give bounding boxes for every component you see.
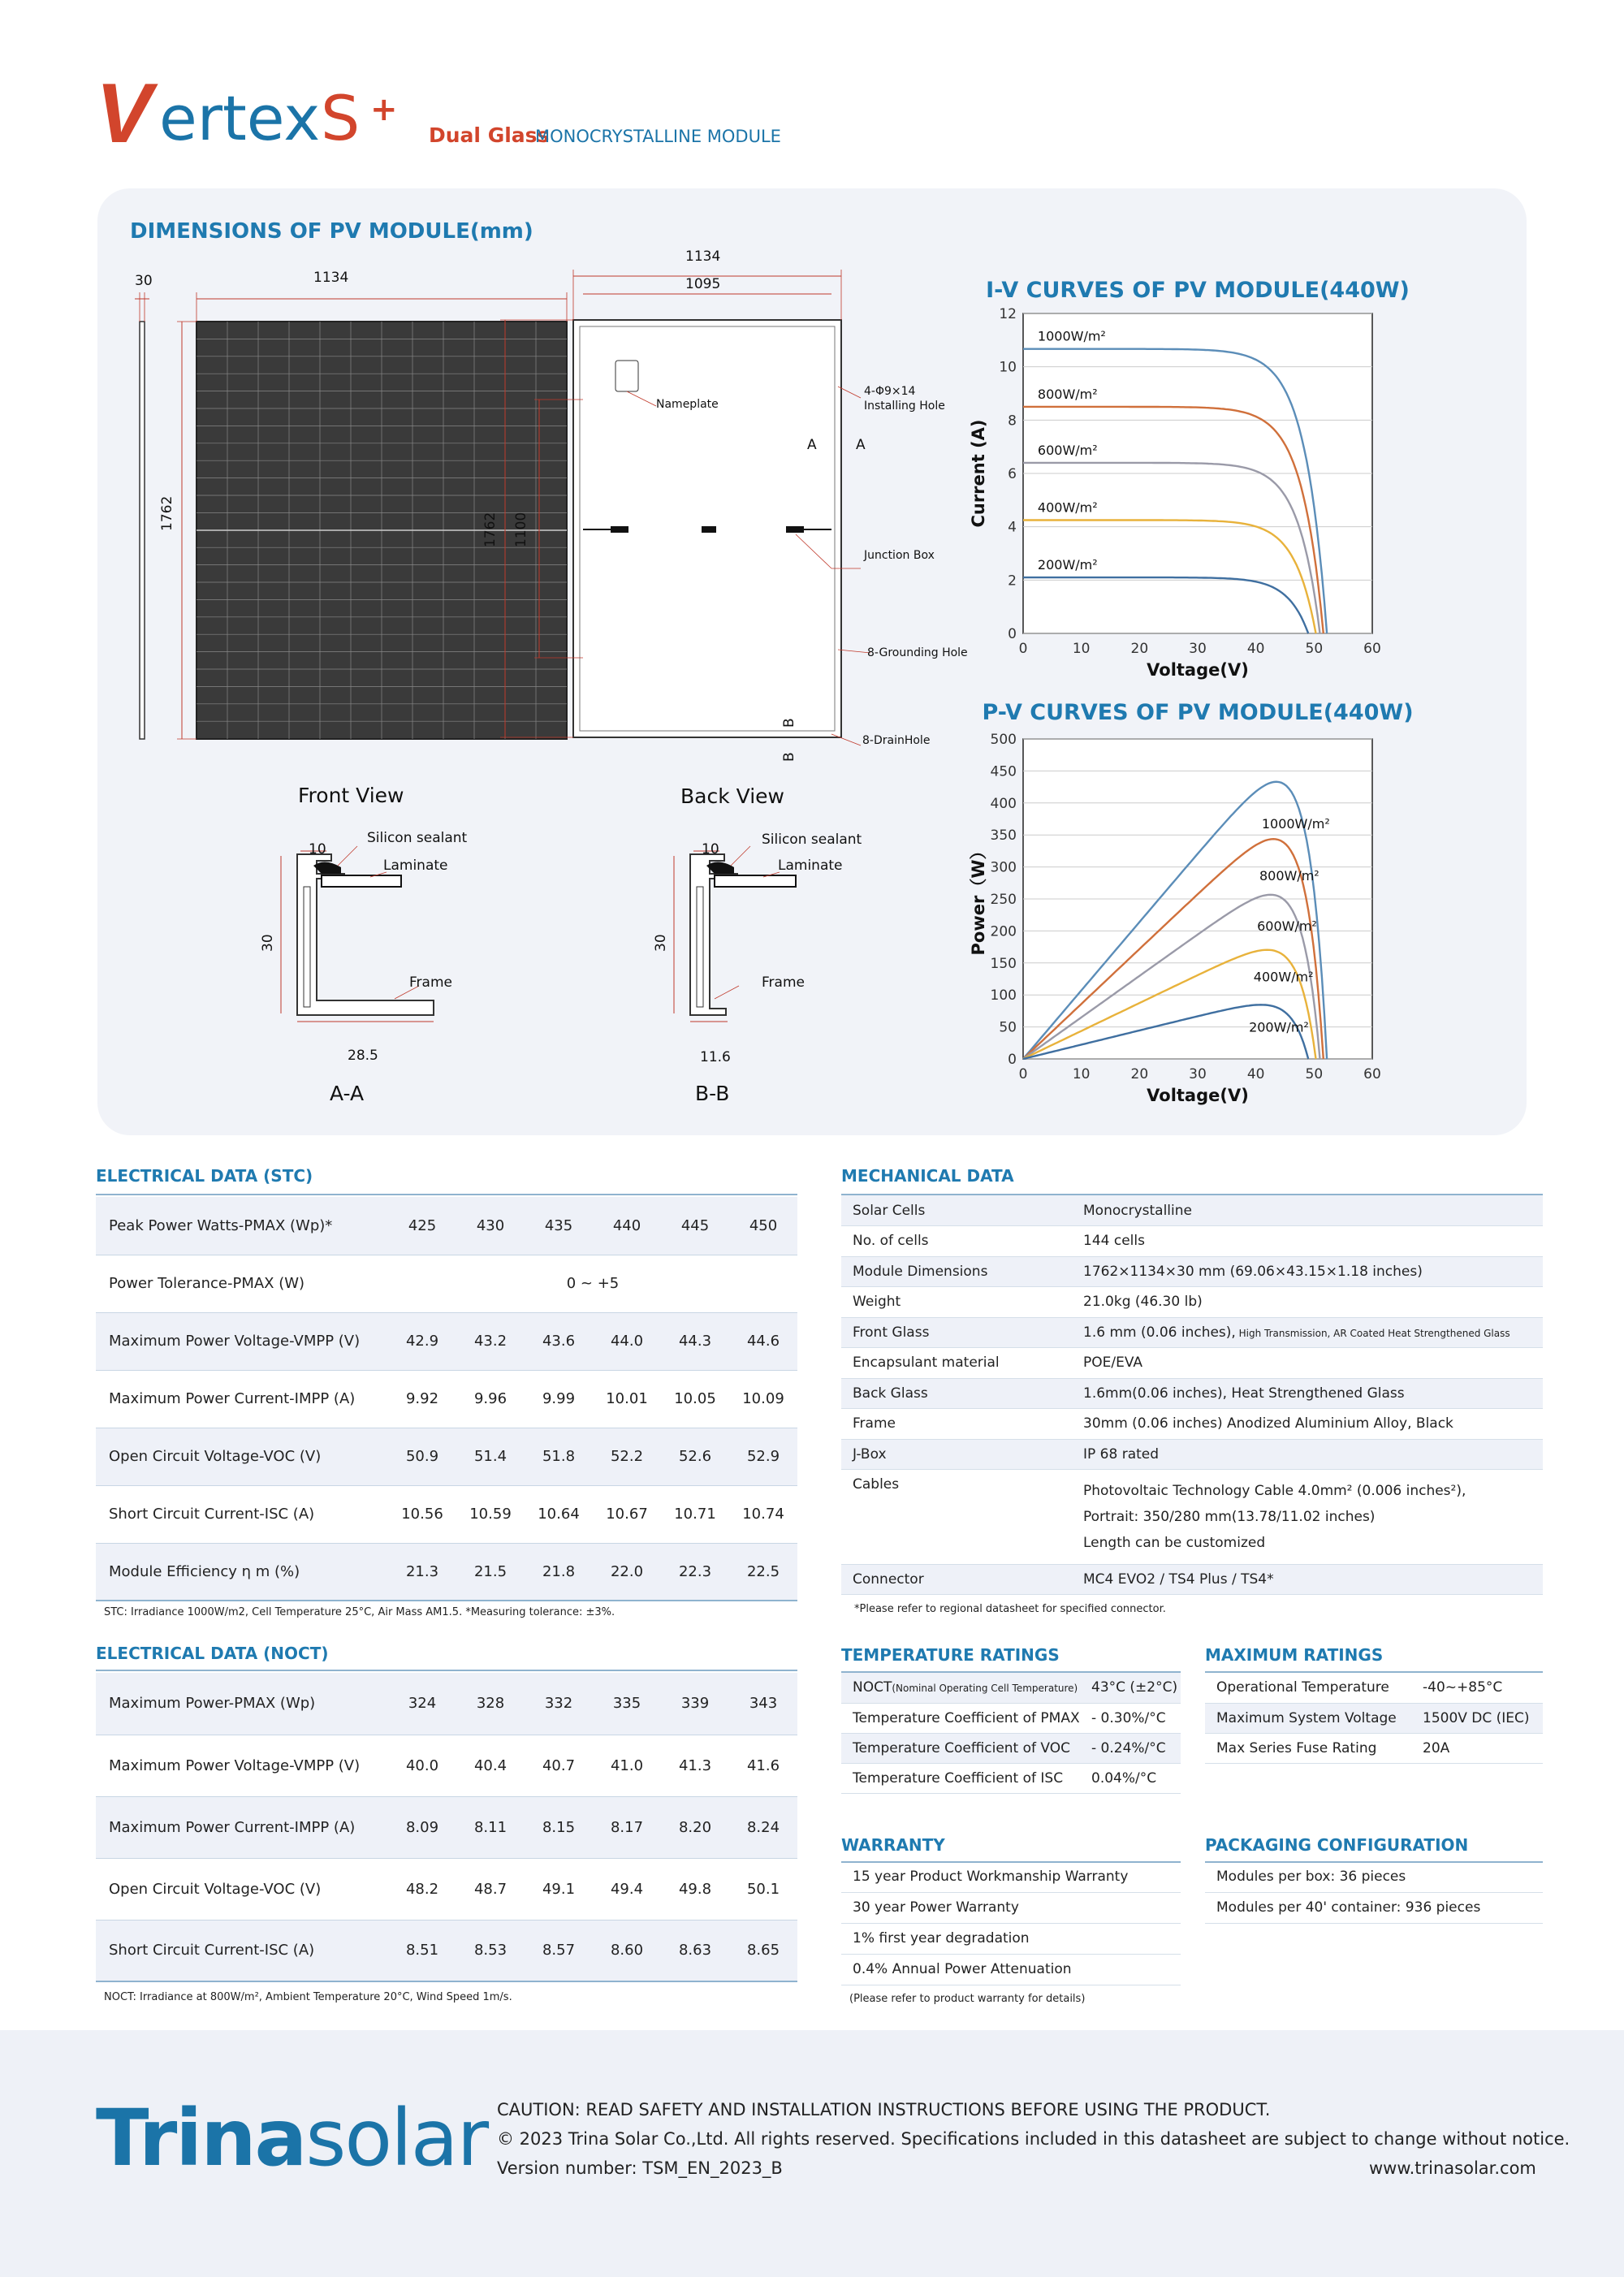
table-row [1205, 1733, 1543, 1763]
row-label: Max Series Fuse Rating [1216, 1739, 1377, 1756]
elec-stc-note: STC: Irradiance 1000W/m2, Cell Temperature 25°C, Air Mass AM1.5. *Measuring tolerance: ±3%. [104, 1606, 615, 1618]
row-label: Maximum Power Voltage-VMPP (V) [109, 1756, 361, 1774]
table-cell: 450 [729, 1197, 797, 1255]
table-cell: 435 [525, 1197, 593, 1255]
table-row [841, 1703, 1181, 1733]
row-label: J-Box [841, 1439, 1072, 1470]
row-label: Open Circuit Voltage-VOC (V) [109, 1880, 322, 1898]
row-label: Front Glass [841, 1317, 1072, 1348]
packaging-title: PACKAGING CONFIGURATION [1205, 1835, 1469, 1855]
elec-noct-table [96, 1673, 797, 1982]
y-tick-label: 12 [999, 306, 1017, 322]
front-view-caption: Front View [298, 784, 404, 807]
table-cell: 44.0 [593, 1312, 661, 1370]
temperature-title: TEMPERATURE RATINGS [841, 1645, 1060, 1665]
table-cell: 49.4 [610, 1880, 644, 1898]
x-tick-label: 60 [1363, 641, 1381, 657]
y-tick-label: 100 [990, 987, 1017, 1005]
series-label: 400W/m² [1037, 499, 1098, 516]
table-cell: 48.7 [473, 1880, 508, 1898]
table-cell: 44.3 [661, 1312, 729, 1370]
row-value: - 0.24%/°C [1080, 1733, 1181, 1763]
list-item [841, 1954, 1181, 1985]
brand-logo-word: ertex [159, 82, 321, 154]
table-row [841, 1409, 1543, 1440]
website-link[interactable]: www.trinasolar.com [1369, 2158, 1536, 2178]
x-tick-label: 0 [1018, 1066, 1028, 1082]
row-label: NOCT(Nominal Operating Cell Temperature) [841, 1673, 1080, 1703]
table-cell: 48.2 [405, 1880, 439, 1898]
aa-sealant-label: Silicon sealant [367, 830, 468, 846]
bb-laminate-label: Laminate [778, 858, 843, 874]
row-value: 21.0kg (46.30 lb) [1083, 1294, 1203, 1311]
table-row [96, 1428, 797, 1485]
table-cell: 10.01 [606, 1390, 648, 1407]
y-tick-label: 200 [990, 923, 1017, 940]
row-value: Monocrystalline [1072, 1195, 1543, 1226]
table-cell: 8.17 [593, 1796, 661, 1858]
table-row [96, 1312, 797, 1370]
table-cell: 10.59 [469, 1506, 512, 1523]
x-tick-label: 60 [1363, 1066, 1381, 1082]
section-b-left-marker: B [781, 752, 797, 762]
packaging-list [1205, 1861, 1543, 1924]
row-value: 20A [1423, 1739, 1450, 1756]
back-mount-height-label: 1100 [513, 512, 529, 547]
y-tick-label: 250 [990, 892, 1017, 908]
row-value: 1500V DC (IEC) [1411, 1703, 1543, 1733]
y-tick-label: 4 [1008, 519, 1017, 536]
table-cell: 21.3 [388, 1543, 456, 1601]
row-value: 1.6mm(0.06 inches), Heat Strengthened Glass [1072, 1378, 1543, 1409]
bb-top-dim: 10 [702, 841, 719, 858]
section-a-left-marker: A [807, 437, 817, 453]
table-row [96, 1485, 797, 1543]
y-tick-label: 50 [999, 1019, 1017, 1036]
back-outer-width-label: 1134 [685, 248, 721, 265]
table-cell: 21.8 [525, 1543, 593, 1601]
table-row [841, 1470, 1543, 1565]
table-cell: 41.0 [610, 1756, 644, 1774]
table-cell: 51.4 [456, 1428, 525, 1485]
y-tick-label: 350 [990, 827, 1017, 845]
back-view-caption: Back View [680, 784, 784, 808]
table-cell: 8.53 [456, 1920, 525, 1981]
x-tick-label: 50 [1305, 1066, 1324, 1082]
list-item [841, 1861, 1181, 1892]
bb-bottom-dim: 11.6 [700, 1049, 731, 1065]
y-tick-label: 0 [1008, 1052, 1017, 1068]
table-cell: 52.2 [593, 1428, 661, 1485]
row-label: Encapsulant material [853, 1355, 1000, 1372]
installing-hole-size-label: 4-Φ9×14 [864, 385, 916, 398]
series-label: 1000W/m² [1261, 815, 1330, 832]
table-cell: 21.5 [456, 1543, 525, 1601]
table-row [841, 1733, 1181, 1763]
row-label: Operational Temperature [1216, 1679, 1389, 1696]
table-cell: 52.9 [729, 1428, 797, 1485]
elec-stc-table [96, 1197, 797, 1601]
table-row [96, 1796, 797, 1858]
y-tick-label: 0 [1008, 626, 1017, 642]
x-axis-label: Voltage(V) [1147, 660, 1249, 680]
maximum-title: MAXIMUM RATINGS [1205, 1645, 1384, 1665]
row-label: Solar Cells [841, 1195, 1072, 1226]
table-cell: 43.2 [456, 1312, 525, 1370]
row-label: No. of cells [853, 1233, 929, 1250]
list-item [1205, 1861, 1543, 1892]
warranty-list [841, 1861, 1181, 1985]
brand-logo-s: S [321, 82, 361, 154]
y-tick-label: 150 [990, 955, 1017, 972]
row-label: Frame [853, 1415, 896, 1432]
series-label: 800W/m² [1259, 867, 1320, 884]
table-cell: 0 ~ +5 [566, 1275, 620, 1292]
table-cell: 50.1 [746, 1880, 780, 1898]
table-row [96, 1543, 797, 1601]
table-row [96, 1920, 797, 1981]
table-row [96, 1370, 797, 1428]
row-value: MC4 EVO2 / TS4 Plus / TS4* [1072, 1564, 1543, 1595]
drain-hole-label: 8-DrainHole [862, 734, 931, 747]
table-cell: 8.60 [593, 1920, 661, 1981]
y-axis-label: Current (A) [969, 419, 988, 528]
row-label: Maximum Power Current-IMPP (A) [96, 1796, 388, 1858]
section-aa-caption: A-A [330, 1082, 365, 1105]
brand-logo-plus: + [370, 91, 398, 128]
series-label: 600W/m² [1037, 442, 1098, 458]
series-label: 1000W/m² [1037, 328, 1106, 344]
table-cell: 8.20 [661, 1796, 729, 1858]
table-cell: 10.64 [538, 1506, 580, 1523]
table-row [841, 1564, 1543, 1595]
table-cell: 41.3 [678, 1756, 712, 1774]
list-item-text: Modules per 40' container: 936 pieces [1216, 1899, 1481, 1916]
version-text: Version number: TSM_EN_2023_B [497, 2158, 783, 2178]
table-cell: 8.65 [729, 1920, 797, 1981]
temperature-table [841, 1673, 1181, 1794]
elec-noct-note: NOCT: Irradiance at 800W/m², Ambient Temperature 20°C, Wind Speed 1m/s. [104, 1991, 512, 2003]
table-cell: 10.05 [674, 1390, 716, 1407]
nameplate-label: Nameplate [656, 398, 719, 411]
x-tick-label: 20 [1130, 641, 1149, 657]
row-label: Open Circuit Voltage-VOC (V) [96, 1428, 388, 1485]
table-cell: 328 [456, 1673, 525, 1735]
elec-noct-rule [96, 1670, 797, 1671]
row-label: Connector [841, 1564, 1072, 1595]
y-tick-label: 8 [1008, 413, 1017, 430]
section-bb-caption: B-B [695, 1082, 730, 1105]
row-label: Maximum Power-PMAX (Wp) [96, 1673, 388, 1735]
list-item [841, 1923, 1181, 1954]
table-cell: 445 [661, 1197, 729, 1255]
table-cell: 9.99 [542, 1390, 576, 1407]
table-cell: 10.67 [606, 1506, 648, 1523]
table-row [841, 1287, 1543, 1318]
y-tick-label: 6 [1008, 466, 1017, 482]
table-cell: 425 [388, 1197, 456, 1255]
row-value: IP 68 rated [1072, 1439, 1543, 1470]
table-cell: 44.6 [729, 1312, 797, 1370]
list-item-text: Modules per box: 36 pieces [1216, 1868, 1406, 1885]
table-row [841, 1348, 1543, 1379]
copyright-text: © 2023 Trina Solar Co.,Ltd. All rights reserved. Specifications included in this datasheet are subject to change without notice. [497, 2129, 1570, 2149]
bb-side-dim: 30 [653, 934, 669, 952]
chart-title: I-V CURVES OF PV MODULE(440W) [986, 278, 1410, 303]
table-cell: 8.09 [388, 1796, 456, 1858]
y-tick-label: 2 [1008, 572, 1017, 590]
back-inner-width-label: 1095 [685, 276, 721, 292]
table-row [841, 1256, 1543, 1287]
row-value: 43°C (±2°C) [1080, 1673, 1181, 1703]
table-cell: 9.96 [473, 1390, 508, 1407]
table-row [841, 1378, 1543, 1409]
row-label: Temperature Coefficient of ISC [853, 1769, 1064, 1787]
table-cell: 8.63 [661, 1920, 729, 1981]
row-value-line: Portrait: 350/280 mm(13.78/11.02 inches) [1083, 1508, 1376, 1525]
table-cell: 10.56 [401, 1506, 443, 1523]
dual-glass-label: Dual Glass [429, 123, 550, 147]
x-tick-label: 0 [1018, 641, 1028, 657]
table-cell: 40.4 [473, 1756, 508, 1774]
series-label: 800W/m² [1037, 386, 1098, 402]
chart-title: P-V CURVES OF PV MODULE(440W) [982, 700, 1414, 725]
row-label: Short Circuit Current-ISC (A) [109, 1506, 315, 1523]
mechanical-note: *Please refer to regional datasheet for specified connector. [854, 1603, 1166, 1615]
x-tick-label: 40 [1246, 641, 1265, 657]
table-cell: 8.57 [525, 1920, 593, 1981]
table-cell: 10.09 [742, 1390, 784, 1407]
table-row [841, 1439, 1543, 1470]
table-row [96, 1197, 797, 1255]
table-cell: 8.15 [525, 1796, 593, 1858]
table-cell: 343 [729, 1673, 797, 1735]
table-cell: 43.6 [525, 1312, 593, 1370]
aa-side-dim: 30 [260, 934, 276, 952]
aa-frame-label: Frame [409, 974, 452, 991]
maximum-table [1205, 1673, 1543, 1764]
row-value: POE/EVA [1083, 1355, 1143, 1372]
chart-pv [969, 700, 1414, 1105]
trina-logo-bold: Trina [96, 2093, 306, 2184]
y-axis-label: Power（W） [969, 842, 988, 956]
y-tick-label: 10 [999, 359, 1017, 376]
table-cell: 41.6 [746, 1756, 780, 1774]
table-cell: 440 [593, 1197, 661, 1255]
row-value: -40~+85°C [1423, 1679, 1503, 1696]
row-value-line: Length can be customized [1083, 1534, 1266, 1551]
row-label: Peak Power Watts-PMAX (Wp)* [96, 1197, 388, 1255]
aa-bottom-dim: 28.5 [348, 1048, 378, 1064]
trina-logo [96, 2093, 488, 2184]
table-row [1205, 1703, 1543, 1733]
x-tick-label: 30 [1189, 641, 1207, 657]
series-label: 600W/m² [1257, 918, 1317, 935]
table-cell: 430 [456, 1197, 525, 1255]
row-label: Maximum Power Voltage-VMPP (V) [96, 1312, 388, 1370]
curve-charts [958, 273, 1510, 1109]
row-value: 144 cells [1083, 1233, 1145, 1250]
table-cell: 8.51 [388, 1920, 456, 1981]
table-cell: 22.3 [661, 1543, 729, 1601]
caution-text: CAUTION: READ SAFETY AND INSTALLATION INSTRUCTIONS BEFORE USING THE PRODUCT. [497, 2100, 1271, 2119]
row-label: Temperature Coefficient of PMAX [853, 1709, 1080, 1726]
row-value: 1762×1134×30 mm (69.06×43.15×1.18 inches) [1072, 1256, 1543, 1287]
mechanical-table [841, 1195, 1543, 1595]
series-label: 200W/m² [1037, 557, 1098, 573]
section-a-right-marker: A [856, 437, 866, 453]
x-tick-label: 20 [1130, 1066, 1149, 1082]
table-cell: 10.71 [674, 1506, 716, 1523]
module-type-label: MONOCRYSTALLINE MODULE [535, 127, 781, 146]
series-label: 200W/m² [1249, 1019, 1309, 1035]
row-value-note: High Transmission, AR Coated Heat Strengthened Glass [1235, 1327, 1510, 1339]
table-cell: 50.9 [388, 1428, 456, 1485]
row-value: 30mm (0.06 inches) Anodized Aluminium Alloy, Black [1083, 1415, 1453, 1432]
x-tick-label: 50 [1305, 641, 1324, 657]
y-tick-label: 300 [990, 859, 1017, 876]
grounding-hole-label: 8-Grounding Hole [867, 646, 968, 659]
table-cell: 52.6 [661, 1428, 729, 1485]
front-height-label: 1762 [159, 495, 175, 531]
table-cell: 335 [593, 1673, 661, 1735]
row-label: Module Dimensions [841, 1256, 1072, 1287]
table-cell: 8.11 [456, 1796, 525, 1858]
table-cell: 40.7 [542, 1756, 576, 1774]
x-tick-label: 30 [1189, 1066, 1207, 1082]
module-drawings [97, 244, 974, 1121]
bb-sealant-label: Silicon sealant [762, 832, 862, 848]
table-cell: 10.74 [742, 1506, 784, 1523]
mechanical-title: MECHANICAL DATA [841, 1166, 1014, 1186]
chart-iv [969, 278, 1410, 680]
list-item-text: 15 year Product Workmanship Warranty [853, 1868, 1129, 1885]
table-row [841, 1763, 1181, 1793]
row-value: 1.6 mm (0.06 inches), High Transmission, AR Coated Heat Strengthened Glass [1072, 1317, 1543, 1348]
list-item-text: 30 year Power Warranty [853, 1899, 1019, 1916]
aa-top-dim: 10 [309, 841, 326, 858]
dimensions-title: DIMENSIONS OF PV MODULE(mm) [130, 219, 533, 244]
row-label: Maximum Power Current-IMPP (A) [109, 1390, 356, 1407]
bb-frame-label: Frame [762, 974, 805, 991]
x-tick-label: 40 [1246, 1066, 1265, 1082]
table-cell: 49.1 [542, 1880, 576, 1898]
table-cell: 49.8 [678, 1880, 712, 1898]
section-b-right-marker: B [781, 718, 797, 728]
list-item [841, 1892, 1181, 1923]
warranty-title: WARRANTY [841, 1835, 945, 1855]
row-label: Temperature Coefficient of VOC [841, 1733, 1080, 1763]
y-tick-label: 450 [990, 763, 1017, 780]
table-row [96, 1858, 797, 1920]
table-cell: 324 [388, 1673, 456, 1735]
table-row [841, 1226, 1543, 1257]
table-cell: 8.24 [729, 1796, 797, 1858]
table-cell: 332 [525, 1673, 593, 1735]
y-tick-label: 400 [990, 795, 1017, 812]
table-cell: 42.9 [388, 1312, 456, 1370]
x-tick-label: 10 [1072, 1066, 1091, 1082]
table-row [96, 1255, 797, 1312]
y-tick-label: 500 [990, 732, 1017, 748]
front-view-drawing [135, 292, 567, 739]
row-label-note: (Nominal Operating Cell Temperature) [892, 1683, 1078, 1695]
brand-logo-v: V [96, 67, 153, 161]
trina-logo-light: solar [305, 2093, 488, 2184]
front-width-label: 1134 [313, 270, 349, 286]
table-row [841, 1317, 1543, 1348]
table-cell: 339 [661, 1673, 729, 1735]
table-cell: 40.0 [405, 1756, 439, 1774]
list-item-text: 0.4% Annual Power Attenuation [853, 1961, 1072, 1977]
table-cell: 22.0 [593, 1543, 661, 1601]
installing-hole-label: Installing Hole [864, 400, 945, 413]
x-tick-label: 10 [1072, 641, 1091, 657]
row-label: Maximum System Voltage [1205, 1703, 1411, 1733]
row-label: Back Glass [841, 1378, 1072, 1409]
back-height-label: 1762 [482, 512, 499, 547]
elec-stc-title: ELECTRICAL DATA (STC) [96, 1166, 313, 1186]
list-item [1205, 1892, 1543, 1923]
table-cell: 9.92 [405, 1390, 439, 1407]
warranty-note: (Please refer to product warranty for details) [849, 1993, 1086, 2005]
series-label: 400W/m² [1253, 969, 1314, 985]
elec-stc-rule [96, 1194, 797, 1195]
row-label: Weight [853, 1294, 901, 1311]
aa-laminate-label: Laminate [383, 858, 448, 874]
row-label: Module Efficiency η m (%) [96, 1543, 388, 1601]
front-thick-label: 30 [135, 273, 153, 289]
list-item-text: 1% first year degradation [853, 1930, 1030, 1946]
row-value: - 0.30%/°C [1091, 1709, 1166, 1726]
table-row [96, 1735, 797, 1796]
table-row [841, 1673, 1181, 1703]
row-label: Power Tolerance-PMAX (W) [109, 1275, 305, 1292]
junction-box-label: Junction Box [864, 549, 935, 562]
row-value: 0.04%/°C [1091, 1769, 1157, 1787]
table-row [96, 1673, 797, 1735]
table-row [841, 1195, 1543, 1226]
row-label: Short Circuit Current-ISC (A) [96, 1920, 388, 1981]
row-label: Cables [853, 1476, 900, 1493]
row-value: Photovoltaic Technology Cable 4.0mm² (0.006 inches²), Portrait: 350/280 mm(13.78/11.02 inches) Length can be customized [1083, 1482, 1466, 1551]
table-cell: 22.5 [729, 1543, 797, 1601]
table-row [1205, 1673, 1543, 1703]
table-cell: 51.8 [525, 1428, 593, 1485]
elec-noct-title: ELECTRICAL DATA (NOCT) [96, 1644, 329, 1663]
x-axis-label: Voltage(V) [1147, 1086, 1249, 1105]
